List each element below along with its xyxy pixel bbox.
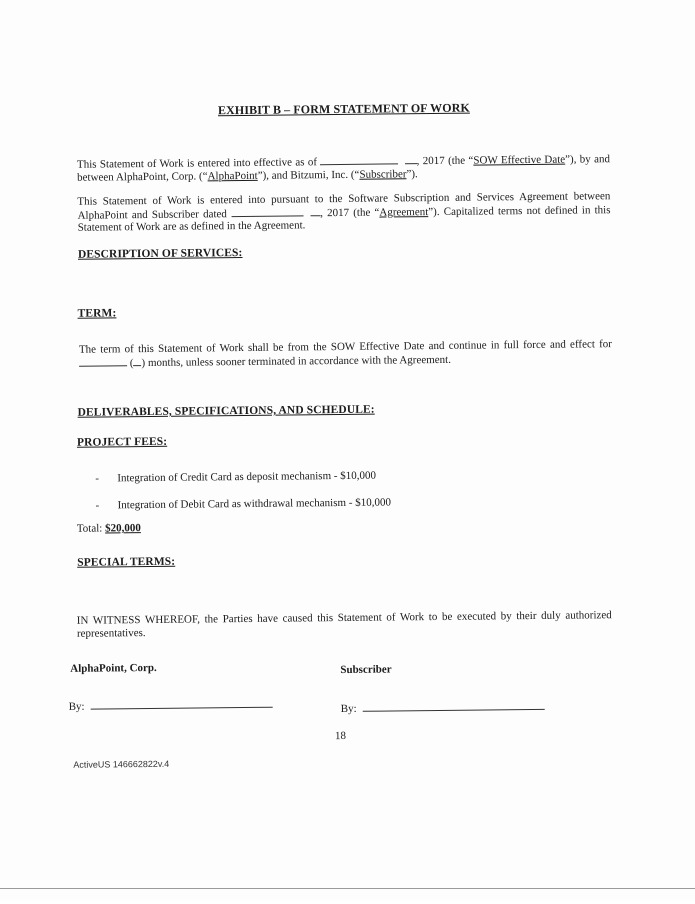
- intro1-text-e: ”).: [406, 167, 418, 180]
- deliverables-heading: DELIVERABLES, SPECIFICATIONS, AND SCHEDULE:: [77, 403, 375, 419]
- date-blank-2b: [310, 206, 320, 216]
- intro-paragraph-1: [77, 152, 610, 184]
- party-2-by-label: By:: [340, 702, 357, 716]
- scan-bottom-edge: [0, 888, 695, 889]
- sow-effective-date-term: SOW Effective Date: [473, 153, 566, 167]
- subscriber-term: Subscriber: [359, 167, 407, 181]
- date-blank-1: [320, 154, 398, 165]
- party-1-by-label: By:: [68, 700, 85, 713]
- term-length-blank: [79, 356, 127, 367]
- intro1-text-c: ”), by and between AlphaPoint, Corp. (“: [77, 153, 611, 184]
- date-blank-1b: [405, 154, 417, 164]
- party-2-name: Subscriber: [340, 663, 392, 677]
- intro-paragraph-2: [77, 190, 610, 234]
- fee-item-1-dash: -: [95, 472, 100, 485]
- page-number: 18: [334, 729, 347, 743]
- intro2-text-b: , 2017 (the “: [320, 206, 380, 219]
- total-line: [77, 522, 141, 535]
- term-text-c: ): [141, 356, 146, 369]
- term-text-d: months, unless sooner terminated in accordance with the Agreement.: [147, 353, 451, 369]
- document-title: EXHIBIT B – FORM STATEMENT OF WORK: [217, 100, 470, 118]
- agreement-term: Agreement: [379, 205, 429, 219]
- special-terms-heading: SPECIAL TERMS:: [77, 555, 176, 569]
- term-paragraph: [79, 338, 612, 370]
- alphapoint-term: AlphaPoint: [207, 169, 258, 182]
- total-label: Total:: [76, 522, 106, 535]
- party-1-signature: [69, 698, 273, 713]
- total-value: $20,000: [105, 522, 141, 535]
- intro1-text-b: , 2017 (the “: [416, 154, 474, 168]
- intro1-text-d: ”), and Bitzumi, Inc. (“: [257, 168, 360, 182]
- intro1-text-a: This Statement of Work is entered into effective as of: [76, 156, 318, 171]
- fee-item-1-text: Integration of Credit Card as deposit mechanism - $10,000: [117, 469, 377, 485]
- party-1-signature-line: [91, 698, 273, 710]
- party-2-signature: [341, 700, 545, 715]
- description-heading: DESCRIPTION OF SERVICES:: [77, 247, 243, 261]
- party-1-name: AlphaPoint, Corp.: [70, 661, 157, 675]
- party-2-signature-line: [363, 700, 545, 712]
- term-heading: TERM:: [77, 307, 117, 320]
- intro2-text-c: ”). Capitalized terms not defined in this Statement of Work are as defined in the Agreement.: [77, 203, 611, 234]
- fee-item-2-dash: -: [95, 499, 100, 512]
- fee-item-1: [95, 470, 376, 485]
- project-fees-heading: PROJECT FEES:: [76, 435, 168, 449]
- intro2-text-a: This Statement of Work is entered into pursuant to the Software Subscription and Services Agreement between AlphaPoint and Subscriber dated: [77, 190, 611, 222]
- term-text-a: The term of this Statement of Work shall be from the SOW Effective Date and continue in full force and effect for: [78, 338, 612, 356]
- fee-item-2-text: Integration of Debit Card as withdrawal mechanism - $10,000: [117, 496, 392, 512]
- witness-paragraph: IN WITNESS WHEREOF, the Parties have caused this Statement of Work to be executed by their duly authorized representatives.: [76, 609, 612, 640]
- term-text-b: (: [129, 356, 134, 369]
- document-footer-id: ActiveUS 146662822v.4: [73, 758, 170, 770]
- fee-item-2: [96, 496, 392, 511]
- date-blank-2: [231, 206, 303, 217]
